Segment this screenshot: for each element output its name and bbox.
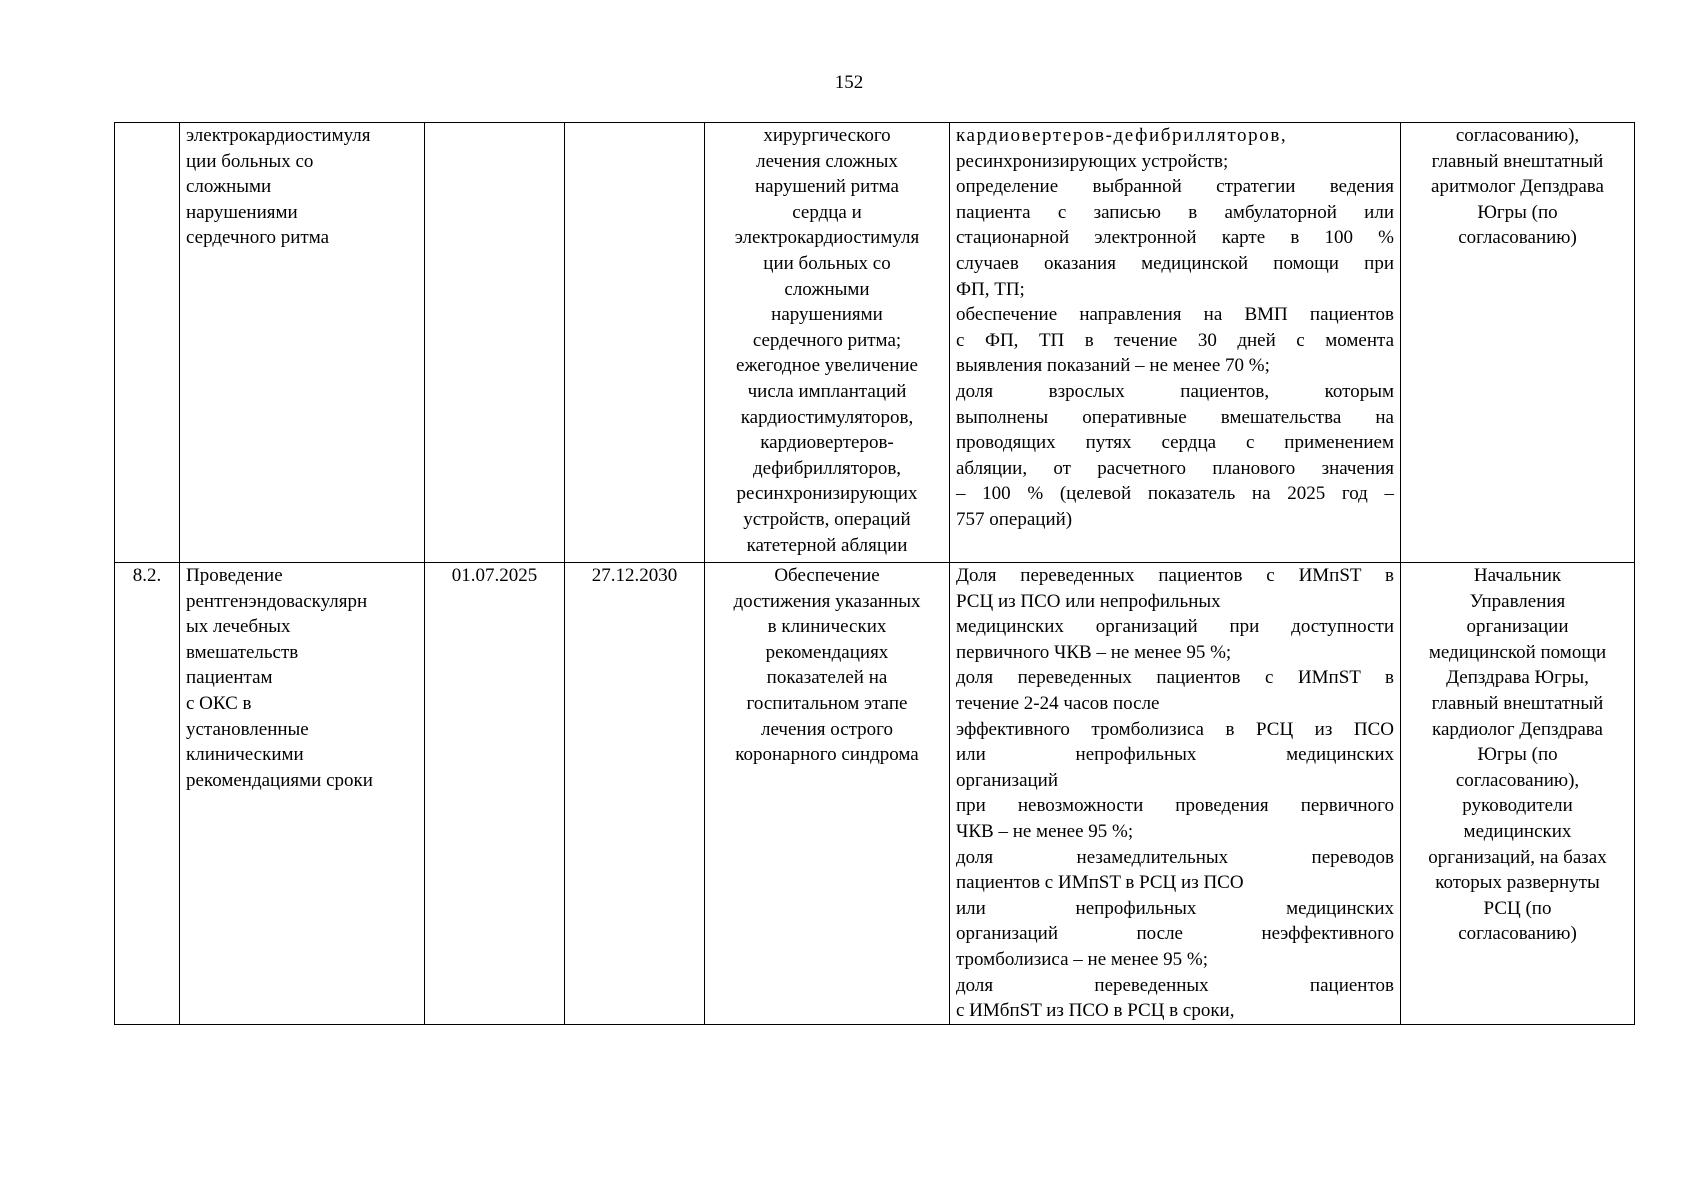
activity-name-line: сердечного ритма — [186, 227, 330, 249]
indicator-line: доля переведенных пациентов — [956, 974, 1394, 996]
indicator-line: или непрофильных медицинских — [956, 744, 1394, 766]
activity-name-line: электрокардиостимуля — [186, 125, 371, 146]
indicator-line: ФП, ТП; — [956, 278, 1025, 300]
expected-result-line: Обеспечение — [774, 565, 880, 586]
indicator-line: Доля переведенных пациентов с ИМпST в — [956, 565, 1394, 586]
indicator-line: кардиовертеров-дефибрилляторов, — [956, 125, 1288, 146]
expected-result-line: показателей на — [766, 667, 888, 689]
activity-name-line: ых лечебных — [186, 616, 291, 638]
end-date: 27.12.2030 — [591, 565, 678, 586]
responsible-line: согласованию) — [1458, 923, 1577, 945]
indicator-line: выполнены оперативные вмешательства на — [956, 406, 1394, 428]
expected-result-line: сердечного ритма; — [752, 329, 902, 351]
expected-result-line: ежегодное увеличение — [736, 355, 918, 377]
start-date: 01.07.2025 — [451, 565, 538, 586]
activity-name-line: пациентам — [186, 667, 273, 689]
responsible-line: Управления — [1469, 590, 1566, 612]
expected-result-line: кардиовертеров- — [760, 432, 894, 454]
indicator-line: с ФП, ТП в течение 30 дней с момента — [956, 329, 1394, 351]
responsible-cell — [1401, 563, 1635, 1025]
activity-name-line: с ОКС в — [186, 692, 252, 714]
indicator-line: доля взрослых пациентов, которым — [956, 380, 1394, 402]
expected-result-line: электрокардиостимуля — [734, 227, 920, 249]
indicator-line: с ИМбпST из ПСО в РСЦ в сроки, — [956, 1000, 1235, 1022]
indicator-line: пациентов с ИМпST в РСЦ из ПСО — [956, 872, 1244, 894]
table-row — [115, 123, 1635, 563]
responsible-line: организаций, на базах — [1428, 846, 1607, 868]
activity-name-line: рекомендациями сроки — [186, 769, 373, 791]
activity-name-line: вмешательств — [186, 641, 299, 663]
item-number-cell — [115, 563, 180, 1025]
indicator-line: тромболизиса – не менее 95 %; — [956, 948, 1208, 970]
responsible-line: Югры (по — [1477, 201, 1558, 223]
activity-name-line: установленные — [186, 718, 309, 740]
activity-name-line: клиническими — [186, 744, 304, 766]
responsible-line: Начальник — [1473, 565, 1562, 586]
indicator-line: определение выбранной стратегии ведения — [956, 176, 1394, 198]
indicator-line: – 100 % (целевой показатель на 2025 год – — [956, 483, 1394, 505]
responsible-line: согласованию), — [1455, 769, 1580, 791]
indicator-line: организаций после неэффективного — [956, 923, 1394, 945]
activity-name-line: сложными — [186, 176, 272, 198]
responsible-cell — [1401, 123, 1635, 563]
expected-result-line: числа имплантаций — [747, 380, 907, 402]
responsible-line: Югры (по — [1477, 744, 1558, 766]
activity-name-line: рентгенэндоваскулярн — [186, 590, 368, 612]
indicator-line: случаев оказания медицинской помощи при — [956, 252, 1394, 274]
indicator-line: абляции, от расчетного планового значения — [956, 457, 1394, 479]
indicator-line: организаций — [956, 769, 1059, 791]
indicator-line: эффективного тромболизиса в РСЦ из ПСО — [956, 718, 1394, 740]
expected-result-line: лечения сложных — [756, 150, 898, 172]
activity-name-line: нарушениями — [186, 201, 298, 223]
expected-result-line: дефибрилляторов, — [752, 457, 902, 479]
start-date-cell — [425, 123, 565, 563]
responsible-line: кардиолог Депздрава — [1432, 718, 1603, 740]
responsible-line: согласованию), — [1455, 125, 1580, 146]
responsible-line: руководители — [1462, 795, 1573, 817]
indicator-line: 757 операций) — [956, 508, 1073, 530]
action-plan-table — [114, 122, 1635, 1025]
activity-name-cell — [180, 123, 425, 563]
indicator-line: стационарной электронной карте в 100 % — [956, 227, 1394, 249]
page-number: 152 — [834, 72, 864, 93]
end-date-cell — [565, 563, 705, 1025]
indicator-line: или непрофильных медицинских — [956, 897, 1394, 919]
start-date-cell — [425, 563, 565, 1025]
responsible-line: главный внештатный — [1431, 692, 1604, 714]
responsible-line: аритмолог Депздрава — [1431, 176, 1604, 198]
responsible-line: согласованию) — [1458, 227, 1577, 249]
activity-name-line: Проведение — [186, 565, 283, 586]
indicator-line: доля незамедлительных переводов — [956, 846, 1394, 868]
item-number-cell — [115, 123, 180, 563]
expected-result-line: нарушениями — [771, 304, 883, 326]
responsible-line: которых развернуты — [1435, 872, 1600, 894]
expected-result-line: ции больных со — [763, 252, 891, 274]
responsible-line: главный внештатный — [1431, 150, 1604, 172]
responsible-line: организации — [1466, 616, 1569, 638]
responsible-line: РСЦ (по — [1483, 897, 1552, 919]
indicator-line: обеспечение направления на ВМП пациентов — [956, 304, 1394, 326]
responsible-line: медицинских — [1463, 820, 1572, 842]
expected-result-line: в клинических — [767, 616, 887, 638]
expected-result-line: госпитальном этапе — [746, 692, 908, 714]
item-number: 8.2. — [132, 565, 162, 586]
expected-result-line: ресинхронизирующих — [736, 483, 918, 505]
table-row — [115, 563, 1635, 1025]
expected-result-line: сложными — [784, 278, 870, 300]
activity-name-line: ции больных со — [186, 150, 314, 172]
indicator-line: первичного ЧКВ – не менее 95 %; — [956, 641, 1232, 663]
expected-result-cell — [705, 563, 950, 1025]
indicators-cell — [950, 123, 1401, 563]
expected-result-line: достижения указанных — [733, 590, 921, 612]
indicator-line: РСЦ из ПСО или непрофильных — [956, 590, 1221, 612]
indicator-line: ЧКВ – не менее 95 %; — [956, 820, 1134, 842]
indicator-line: выявления показаний – не менее 70 %; — [956, 355, 1270, 377]
expected-result-line: рекомендациях — [765, 641, 889, 663]
expected-result-line: сердца и — [792, 201, 862, 223]
expected-result-line: нарушений ритма — [755, 176, 899, 198]
responsible-line: Депздрава Югры, — [1446, 667, 1589, 689]
responsible-line: медицинской помощи — [1428, 641, 1607, 663]
expected-result-line: катетерной абляции — [746, 534, 908, 556]
indicator-line: пациента с записью в амбулаторной или — [956, 201, 1394, 223]
expected-result-line: хирургического — [763, 125, 891, 146]
activity-name-cell — [180, 563, 425, 1025]
expected-result-line: лечения острого — [760, 718, 894, 740]
end-date-cell — [565, 123, 705, 563]
expected-result-cell — [705, 123, 950, 563]
expected-result-line: устройств, операций — [743, 508, 911, 530]
indicator-line: течение 2-24 часов после — [956, 692, 1160, 714]
indicator-line: ресинхронизирующих устройств; — [956, 150, 1229, 172]
indicators-cell — [950, 563, 1401, 1025]
expected-result-line: кардиостимуляторов, — [740, 406, 914, 428]
indicator-line: при невозможности проведения первичного — [956, 795, 1394, 817]
indicator-line: проводящих путях сердца с применением — [956, 432, 1394, 454]
indicator-line: медицинских организаций при доступности — [956, 616, 1394, 638]
indicator-line: доля переведенных пациентов с ИМпST в — [956, 667, 1394, 689]
expected-result-line: коронарного синдрома — [735, 744, 919, 766]
